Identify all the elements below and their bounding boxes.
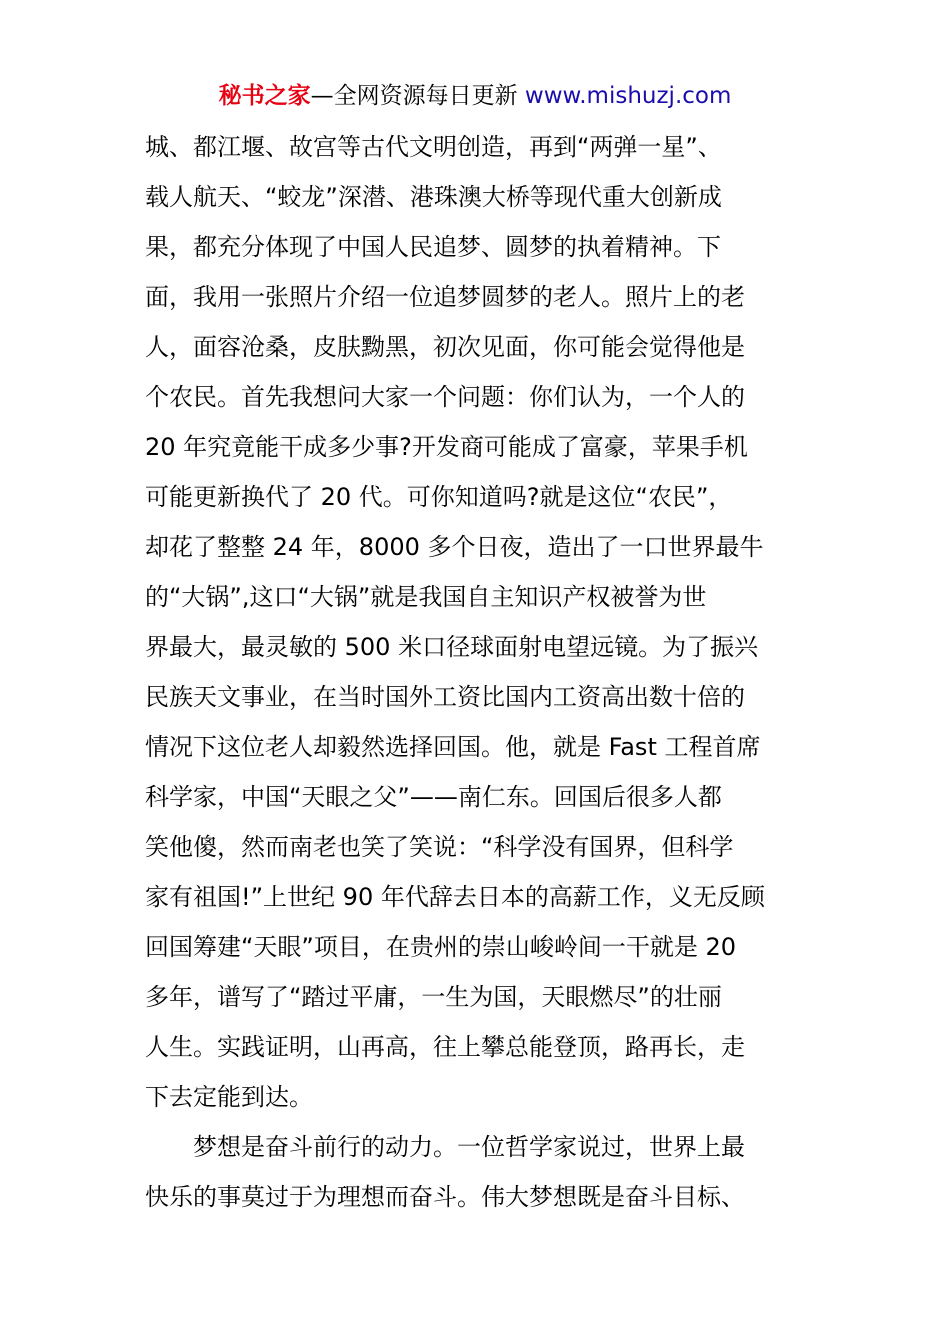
- text-line: 却花了整整 24 年，8000 多个日夜，造出了一口世界最牛: [145, 533, 764, 561]
- text-line: 人生。实践证明，山再高，往上攀总能登顶，路再长，走: [145, 1033, 745, 1061]
- text-line: 面，我用一张照片介绍一位追梦圆梦的老人。照片上的老: [145, 283, 745, 311]
- text-line: 快乐的事莫过于为理想而奋斗。伟大梦想既是奋斗目标、: [145, 1183, 745, 1211]
- text-line: 家有祖国!”上世纪 90 年代辞去日本的高薪工作，义无反顾: [145, 883, 765, 911]
- text-line: 果，都充分体现了中国人民追梦、圆梦的执着精神。下: [145, 233, 721, 261]
- site-url-link[interactable]: www.mishuzj.com: [524, 83, 732, 109]
- text-line: 界最大，最灵敏的 500 米口径球面射电望远镜。为了振兴: [145, 633, 759, 661]
- text-line: 可能更新换代了 20 代。可你知道吗?就是这位“农民”，: [145, 483, 733, 511]
- text-line: 的“大锅”,这口“大锅”就是我国自主知识产权被誉为世: [145, 583, 707, 611]
- text-line: 个农民。首先我想问大家一个问题：你们认为，一个人的: [145, 383, 745, 411]
- text-line: 人，面容沧桑，皮肤黝黑，初次见面，你可能会觉得他是: [145, 333, 745, 361]
- text-line: 笑他傻，然而南老也笑了笑说：“科学没有国界，但科学: [145, 833, 734, 861]
- paragraph-start-line: 梦想是奋斗前行的动力。一位哲学家说过，世界上最: [193, 1133, 745, 1161]
- brand-name: 秘书之家: [218, 83, 311, 109]
- text-line: 回国筹建“天眼”项目，在贵州的崇山峻岭间一干就是 20: [145, 933, 737, 961]
- text-line: 载人航天、“蛟龙”深潜、港珠澳大桥等现代重大创新成: [145, 183, 722, 211]
- header-tagline: —全网资源每日更新: [310, 83, 518, 109]
- text-line: 多年，谱写了“踏过平庸，一生为国，天眼燃尽”的壮丽: [145, 983, 722, 1011]
- text-line: 民族天文事业，在当时国外工资比国内工资高出数十倍的: [145, 683, 745, 711]
- text-line: 城、都江堰、故宫等古代文明创造，再到“两弹一星”、: [145, 133, 722, 161]
- text-line: 情况下这位老人却毅然选择回国。他，就是 Fast 工程首席: [145, 733, 761, 761]
- text-line: 下去定能到达。: [145, 1083, 313, 1111]
- text-line: 20 年究竟能干成多少事?开发商可能成了富豪，苹果手机: [145, 433, 748, 461]
- document-body: [145, 122, 810, 1222]
- text-line: 科学家，中国“天眼之父”——南仁东。回国后很多人都: [145, 783, 722, 811]
- page-header: [0, 80, 950, 112]
